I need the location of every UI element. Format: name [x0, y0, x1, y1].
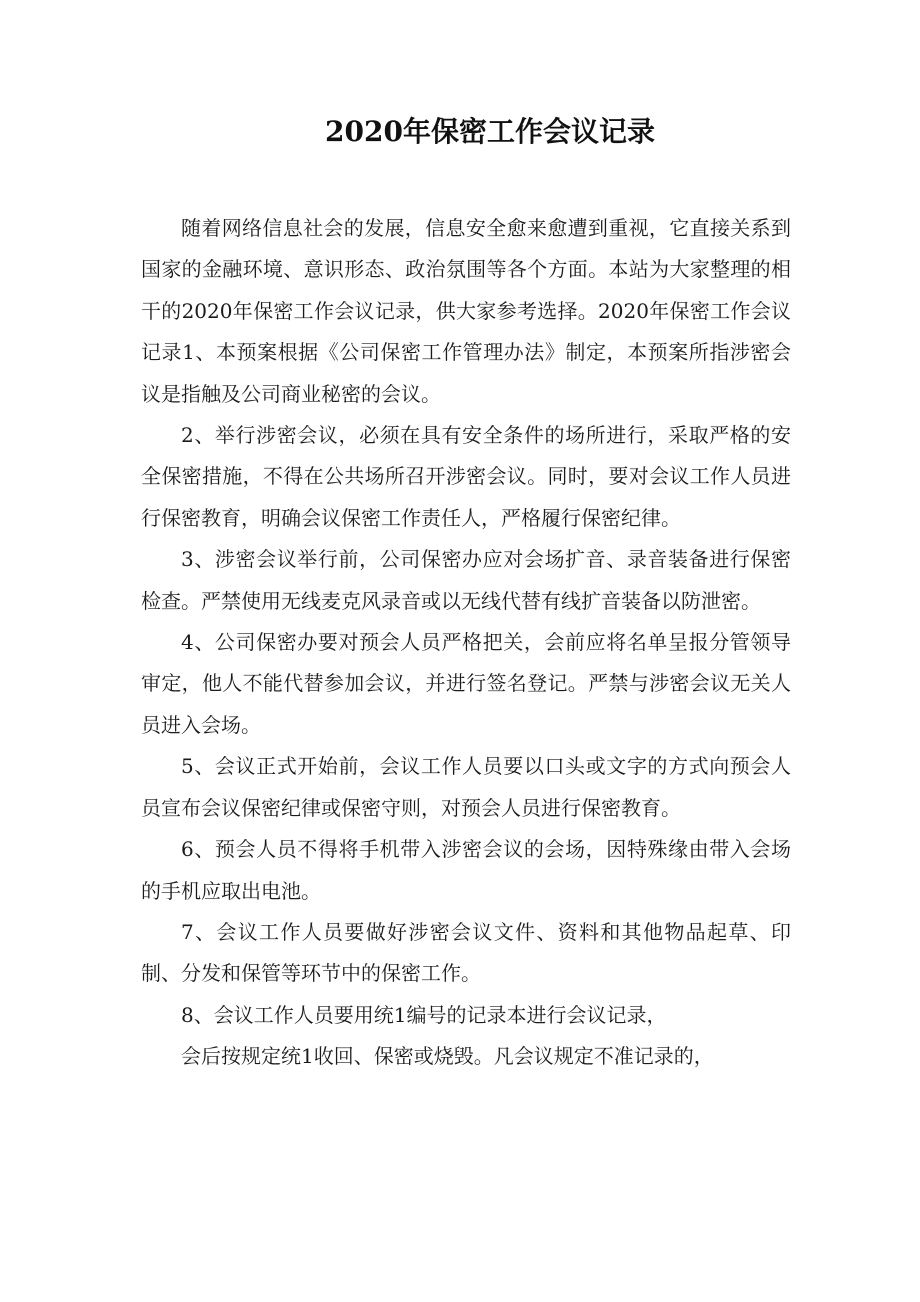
page-title: 2020年保密工作会议记录: [325, 115, 655, 148]
paragraph-item-4: 4、公司保密办要对预会人员严格把关，会前应将名单呈报分管领导审定，他人不能代替参加会议，并进行签名登记。严禁与涉密会议无关人员进入会场。: [141, 630, 791, 737]
paragraph-continuation: 会后按规定统1收回、保密或烧毁。凡会议规定不准记录的，: [181, 1044, 714, 1069]
paragraph-item-3: 3、涉密会议举行前，公司保密办应对会场扩音、录音装备进行保密检查。严禁使用无线麦克风录音或以无线代替有线扩音装备以防泄密。: [141, 547, 791, 613]
document-body: [141, 208, 791, 1078]
paragraph-item-8: 8、会议工作人员要用统1编号的记录本进行会议记录，: [181, 1002, 667, 1027]
paragraph-intro: 随着网络信息社会的发展，信息安全愈来愈遭到重视，它直接关系到国家的金融环境、意识形态、政治氛围等各个方面。本站为大家整理的相干的2020年保密工作会议记录，供大家参考选择。2020年保密工作会议记录1、本预案根据《公司保密工作管理办法》制定，本预案所指涉密会议是指触及公司商业秘密的会议。: [141, 216, 791, 406]
paragraph-item-5: 5、会议正式开始前，会议工作人员要以口头或文字的方式向预会人员宣布会议保密纪律或保密守则，对预会人员进行保密教育。: [141, 754, 791, 820]
paragraph-item-2: 2、举行涉密会议，必须在具有安全条件的场所进行，采取严格的安全保密措施，不得在公共场所召开涉密会议。同时，要对会议工作人员进行保密教育，明确会议保密工作责任人，严格履行保密纪律。: [141, 423, 791, 530]
paragraph-item-7: 7、会议工作人员要做好涉密会议文件、资料和其他物品起草、印制、分发和保管等环节中的保密工作。: [141, 919, 791, 986]
paragraph-item-6: 6、预会人员不得将手机带入涉密会议的会场，因特殊缘由带入会场的手机应取出电池。: [141, 837, 791, 903]
